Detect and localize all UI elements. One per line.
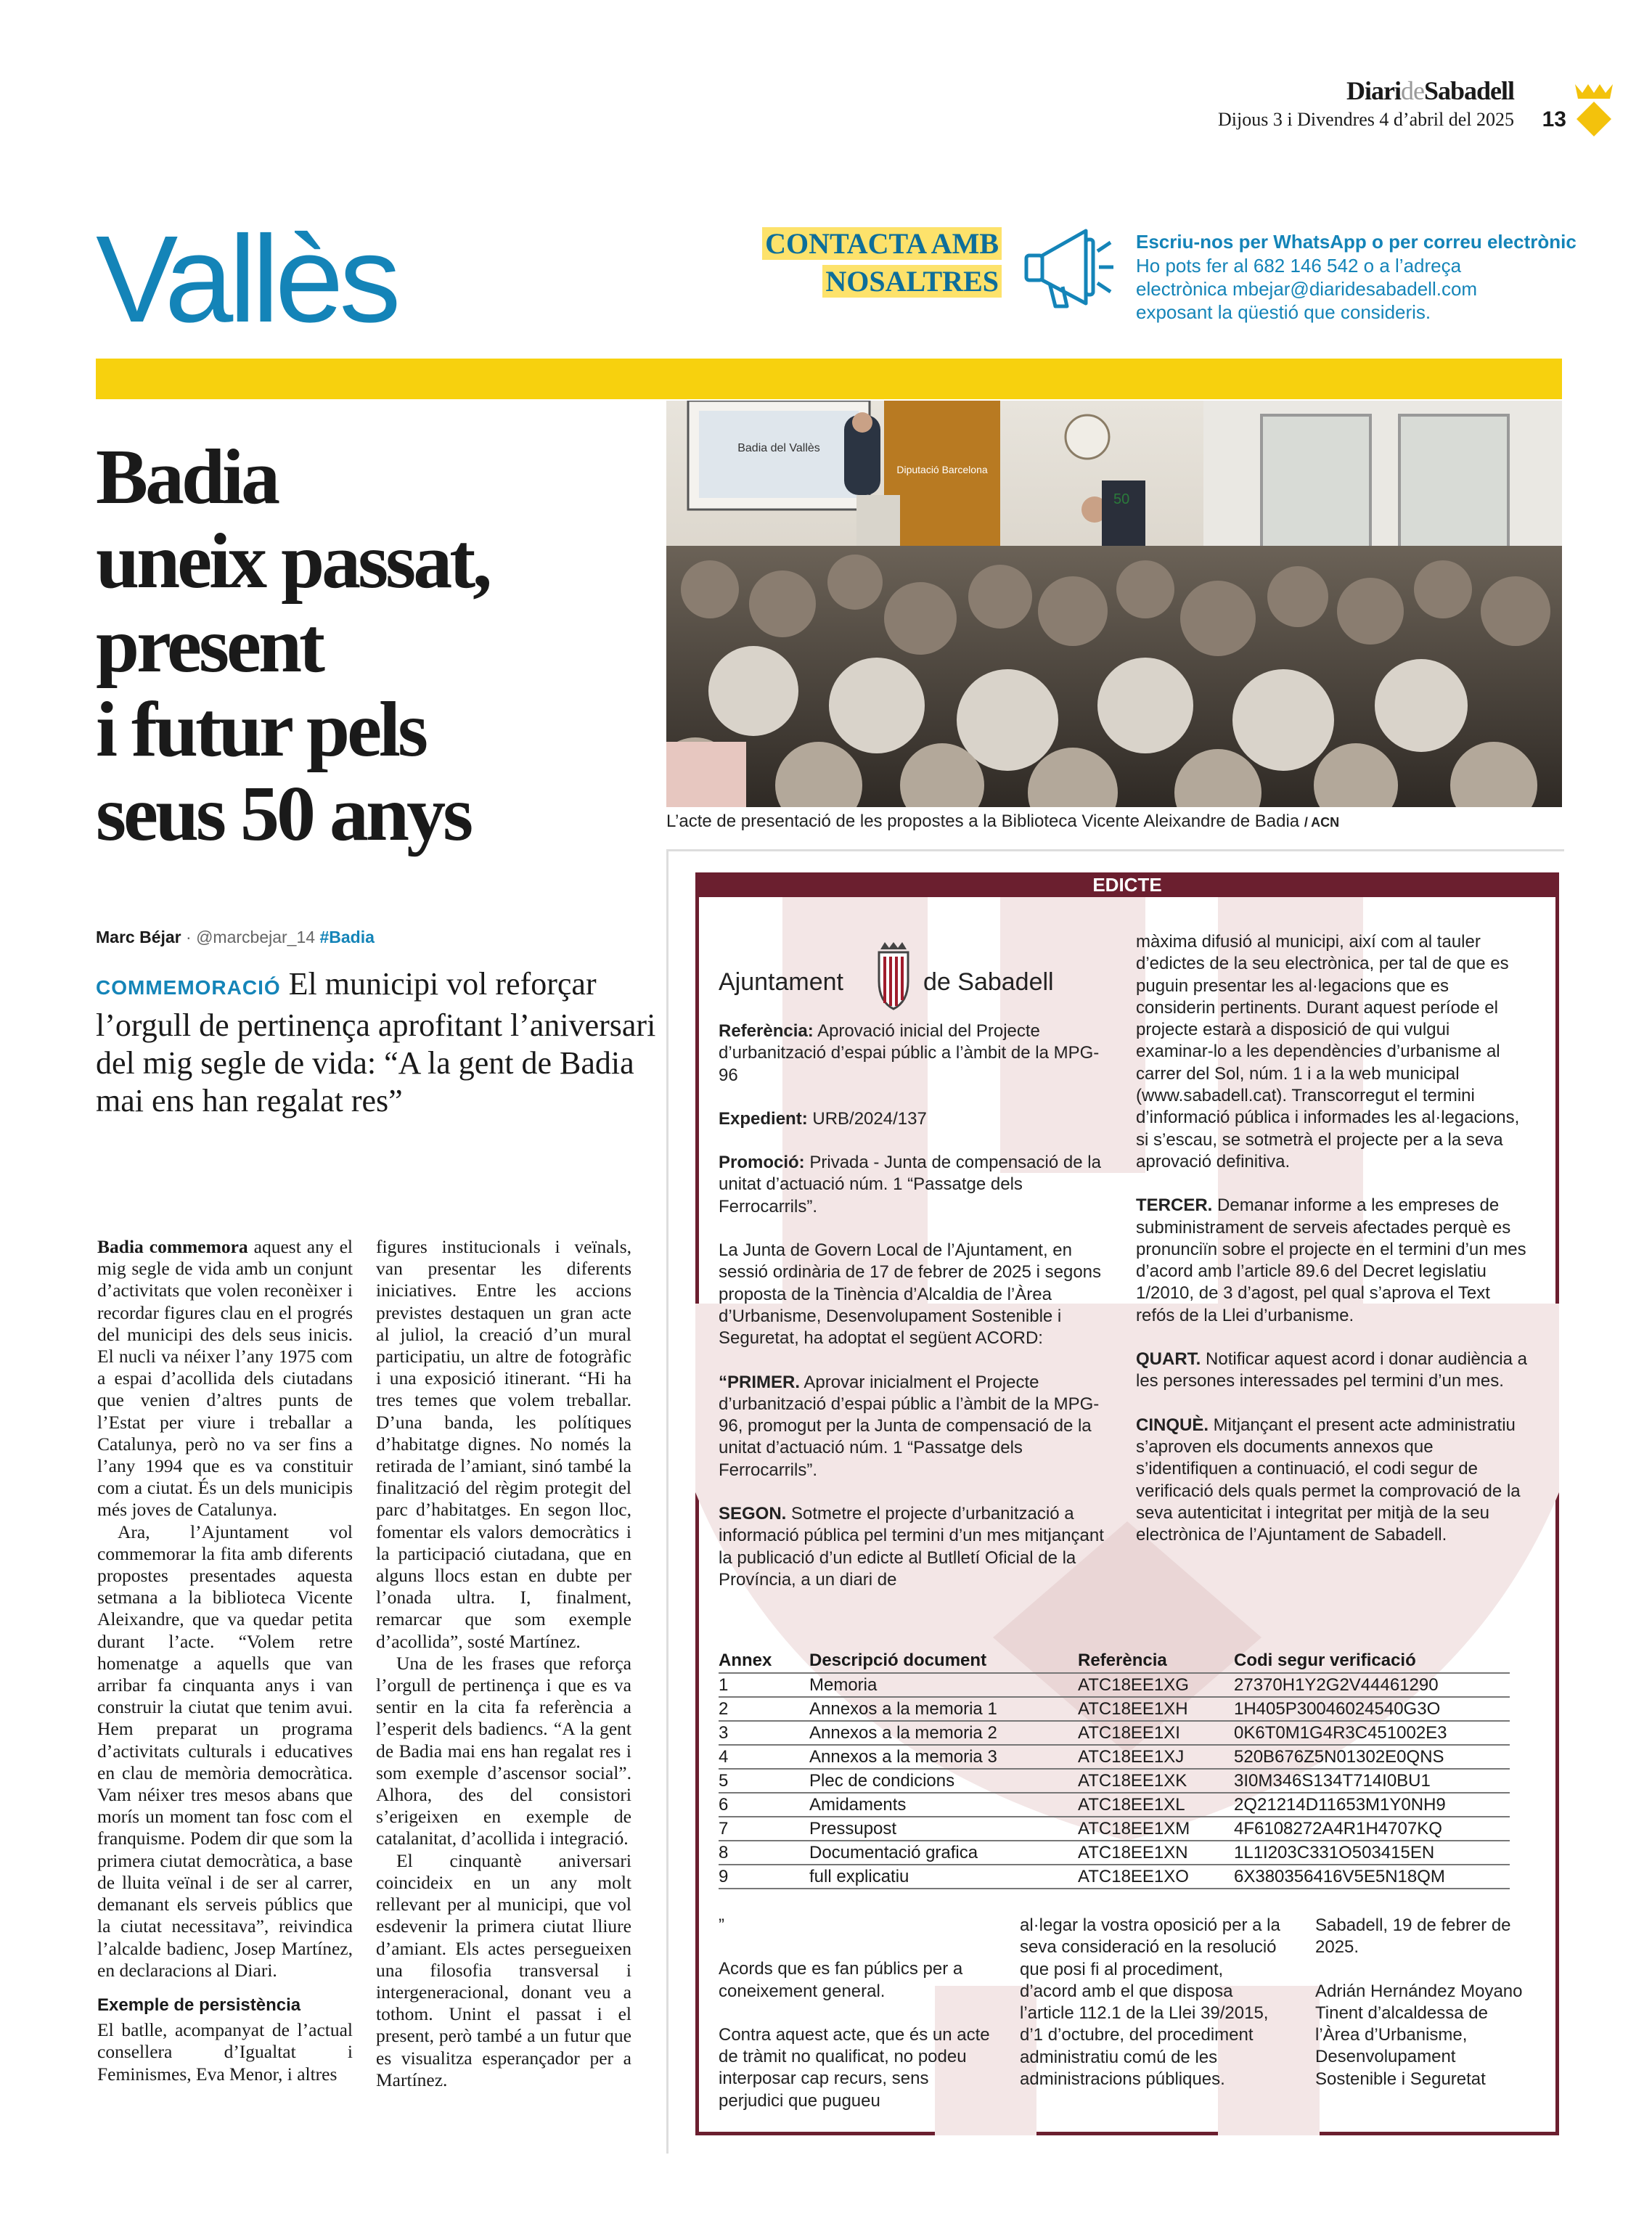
paragraph: Ara, l’Ajuntament vol commemorar la fita amb diferents propostes presentades aquesta setmana a la biblioteca Vicente Aleixandre, que va quedar petita durant l’acte. “Volem retre homenatge a aquells que van arribar fa cinquanta anys i van construir la ciutat que tenim avui. Hem preparat un programa d’activitats culturals i educatives en clau de memòria democràtica. Vam néixer tres mesos abans que morís un moment tan fosc com el franquisme. Podem dir que som la primera ciutat democràtica, a base de lluita veïnal i de ser al carrer, demanant els serveis públics que la ciutat necessitava”, reivindica l’alcalde badienc, Josep Martínez, en declaracions al Diari. [97,1521,353,1981]
contact-line: Ho pots fer al 682 146 542 o a l’adreça [1136,255,1462,277]
verification-code: 6X380356416V5E5N18QM [1234,1865,1510,1889]
reference-code: ATC18EE1XL [1078,1793,1234,1817]
sabadell-crest-icon [879,942,908,1009]
clause-label: CINQUÈ. [1136,1415,1209,1435]
headline-line: Badia [96,434,278,520]
page-number: 13 [1542,107,1566,131]
annex-number: 1 [719,1673,809,1697]
verification-code: 520B676Z5N01302E0QNS [1234,1745,1510,1769]
field-value: URB/2024/137 [807,1108,927,1129]
table-row [719,1721,1510,1745]
headline-line: uneix passat, [96,518,490,605]
edict-quart [1136,1349,1532,1393]
byline [96,928,375,947]
contact-body [1136,254,1542,324]
byline-handle[interactable]: @marcbejar_14 [196,928,316,946]
table-row [719,1841,1510,1865]
photo-caption [666,811,1339,832]
reference-code: ATC18EE1XH [1078,1697,1234,1721]
field-value: Privada - Junta de compensació de la unitat d’actuació núm. 1 “Passatge dels Ferrocarrils”. [719,1153,1101,1216]
clause-text: Demanar informe a les empreses de subministrament de serveis afectades perquè es pronunciïn sobre el projecte en el termini d’un mes d’acord amb l’article 89.6 del Decret legislatiu 1/2010, de 3 d’agost, pel qual s’aprova el Text refós de la Llei d’urbanisme. [1136,1195,1526,1325]
document-description: full explicatiu [809,1865,1078,1889]
paragraph-text: aquest any el mig segle de vida amb un conjunt d’activitats que volen reconèixer i recordar figures clau en el progrés del municipi des dels seus inicis. El nucli va néixer l’any 1975 com a espai d’acollida dels ciutadans que venien d’altres punts de l’Estat per viure i treballar a Catalunya, però no va ser fins a l’any 1994 que es va constituir com a ciutat. És un dels municipis més joves de Catalunya. [97,1236,353,1521]
document-description: Memoria [809,1673,1078,1697]
clause-text: Notificar aquest acord i donar audiència a les persones interessades pel termini d’un mes. [1136,1349,1527,1391]
annex-number: 9 [719,1865,809,1889]
table-row [719,1769,1510,1793]
standfirst [96,965,662,1120]
issue-date: Dijous 3 i Divendres 4 d’abril del 2025 [1218,109,1514,130]
field-label: Promoció: [719,1153,805,1173]
edict-footer-col-3 [1315,1915,1533,2090]
contact-heading: Escriu-nos per WhatsApp o per correu electrònic [1136,231,1577,253]
verification-code: 4F6108272A4R1H4707KQ [1234,1817,1510,1841]
masthead-de: de [1400,76,1424,105]
annex-number: 3 [719,1721,809,1745]
reference-code: ATC18EE1XM [1078,1817,1234,1841]
headline-line: i futur pels [96,687,426,773]
article-column-1 [97,1236,353,2085]
edict-primer [719,1372,1111,1481]
footer-line [719,1936,994,1958]
logo-text-sabadell: de Sabadell [923,968,1054,996]
masthead-diari: Diari [1346,76,1401,105]
spacer [1315,1959,1533,1981]
masthead-sabadell: Sabadell [1423,76,1514,105]
reference-code: ATC18EE1XG [1078,1673,1234,1697]
edict-column-1 [719,1021,1111,1613]
reference-code: ATC18EE1XN [1078,1841,1234,1865]
annex-number: 7 [719,1817,809,1841]
edict-paragraph: màxima difusió al municipi, així com al tauler d’edictes de la seu electrònica, per tal de que es puguin presentar les al·legacions que es considerin pertinents. Durant aquest període el projecte estarà a disposició de qui vulgui examinar-lo a les dependències d’urbanisme al carrer del Sol, núm. 1 i a la web municipal (www.sabadell.cat). Transcorregut el termini d’informació pública i informades les al·legacions, si s’escau, se sotmetrà el projecte per a la seva aprovació definitiva. [1136,932,1520,1171]
document-description: Annexos a la memoria 3 [809,1745,1078,1769]
column-header: Annex [719,1651,772,1670]
edict-column-2 [1136,931,1532,1568]
article-headline [96,435,647,856]
verification-code: 0K6T0M1G4R3C451002E3 [1234,1721,1510,1745]
verification-code: 1L1I203C331O503415EN [1234,1841,1510,1865]
annex-number: 8 [719,1841,809,1865]
signatory-role: Tinent d’alcaldessa de l’Àrea d’Urbanisme, Desenvolupament Sostenible i Seguretat [1315,2003,1488,2089]
clause-label: TERCER. [1136,1195,1213,1216]
clause-text: Sotmetre el projecte d’urbanització a informació pública pel termini d’un mes mitjançant la publicació d’un edicte al Butlletí Oficial de la Província, a un diari de [719,1504,1104,1590]
verification-code: 2Q21214D11653M1Y0NH9 [1234,1793,1510,1817]
signature-date: Sabadell, 19 de febrer de 2025. [1315,1915,1511,1958]
paragraph [97,1236,353,1521]
yellow-divider-bar [96,359,1562,399]
table-header-row [719,1649,1510,1673]
edict-segon [719,1503,1111,1591]
edict-promotion [719,1152,1111,1218]
clause-label: “PRIMER. [719,1372,801,1392]
reference-code: ATC18EE1XJ [1078,1745,1234,1769]
annex-number: 6 [719,1793,809,1817]
footer-line: Acords que es fan públics per a coneixement general. [719,1959,963,2001]
megaphone-icon [1016,218,1118,312]
contact-line: electrònica mbejar@diaridesabadell.com [1136,278,1478,300]
edict-cinque [1136,1415,1532,1547]
reference-code: ATC18EE1XK [1078,1769,1234,1793]
edict-footer-col-2: al·legar la vostra oposició per a la seva consideració en la resolució que posi fi al procediment, d’acord amb el que disposa l’article 112.1 de la Llei 39/2015, d’1 d’octubre, del procediment administratiu comú de les administracions públiques. [1020,1915,1280,2090]
contact-title-line1: CONTACTA AMB [762,227,1002,260]
table-row [719,1817,1510,1841]
footer-line: Contra aquest acte, que és un acte de tràmit no qualificat, no podeu interposar cap recurs, sens perjudici que pugueu [719,2024,990,2111]
table-row [719,1673,1510,1697]
photo-credit: / ACN [1304,815,1340,830]
headline-line: present [96,602,322,689]
table-row [719,1745,1510,1769]
byline-separator: · [186,928,192,946]
verification-code: 3I0M346S134T714I0BU1 [1234,1769,1510,1793]
kicker: COMMEMORACIÓ [96,976,281,999]
standfirst-text: El municipi vol reforçar l’orgull de pertinença aprofitant l’aniversari del mig segle de vida: “A la gent de Badia mai ens han regalat res” [96,966,656,1118]
table-row [719,1793,1510,1817]
reference-code: ATC18EE1XI [1078,1721,1234,1745]
photo-screen-text: Badia del Vallès [737,442,820,454]
article-column-2 [376,1236,631,2091]
subheading: Exemple de persistència [97,1995,301,2015]
contact-title-line2: NOSALTRES [822,265,1002,298]
reference-code: ATC18EE1XO [1078,1865,1234,1889]
table-row [719,1697,1510,1721]
table-row [719,1865,1510,1889]
edict-reference [719,1021,1111,1087]
event-photo [666,401,1562,807]
document-description: Documentació grafica [809,1841,1078,1865]
lead-in: Badia commemora [97,1236,248,1257]
clause-label: QUART. [1136,1349,1201,1370]
document-description: Plec de condicions [809,1769,1078,1793]
photo-banner-text: Diputació Barcelona [896,464,988,475]
edict-expedient [719,1108,1111,1130]
byline-author: Marc Béjar [96,928,181,946]
clause-label: SEGON. [719,1504,787,1524]
verification-code: 1H405P30046024540G3O [1234,1697,1510,1721]
edict-label: EDICTE [695,872,1559,897]
paragraph: Una de les frases que reforça l’orgull de pertinença i que es va sentir en la cita fa referència a l’esperit dels badiencs. “A la gent de Badia mai ens han regalat res i som exemple d’ascensor social”. Alhora, des del consistori s’erigeixen en exemple de catalanitat, d’acollida i integració. [376,1652,631,1849]
contact-title [740,225,1002,300]
field-label: Expedient: [719,1108,808,1129]
annex-table-body [719,1673,1510,1889]
document-description: Pressupost [809,1817,1078,1841]
paragraph: figures institucionals i veïnals, van presentar les diferents iniciatives. Entre les accions previstes destaquen un gran acte al juliol, la creació d’un mural participatiu, un altre de fotogràfic i una exposició itinerant. “Hi ha tres temes que volem treballar. D’una banda, les polítiques d’habitatge dignes. No només la retirada de l’amiant, sinó també la finalització del règim protegit del parc d’habitatges. En segon lloc, fomentar els valors democràtics i la participació ciutadana, que en alguns llocs estan en dubte per l’onada ultra. I, finalment, remarcar que som exemple d’acollida”, sosté Martínez. [376,1236,631,1652]
document-description: Annexos a la memoria 1 [809,1697,1078,1721]
logo-text-ajuntament: Ajuntament [719,968,843,996]
annex-number: 5 [719,1769,809,1793]
masthead [1346,75,1514,106]
headline-line: seus 50 anys [96,771,471,857]
caption-text: L’acte de presentació de les propostes a la Biblioteca Vicente Aleixandre de Badia [666,811,1300,831]
field-value: Aprovació inicial del Projecte d’urbanització d’espai públic a l’àmbit de la MPG-96 [719,1021,1100,1085]
byline-hashtag[interactable]: #Badia [319,928,375,946]
annex-number: 2 [719,1697,809,1721]
annex-number: 4 [719,1745,809,1769]
column-header: Codi segur verificació [1234,1651,1416,1670]
paragraph: El cinquantè aniversari coincideix en un any molt rellevant per al municipi, que vol esdevenir la primera ciutat lliure d’amiant. Els actes persegueixen una filosofia transversal i intergeneracional, donant veu a tothom. Unint el passat i el present, però també a un futur que es visualitza esperançador per a Martínez. [376,1849,631,2090]
annex-table [719,1649,1510,1889]
clause-text: Aprovar inicialment el Projecte d’urbanització d’espai públic a l’àmbit de la MPG-96, promogut per la Junta de compensació de la unitat d’actuació núm. 1 “Passatge dels Ferrocarrils”. [719,1372,1100,1480]
paragraph: El batlle, acompanyat de l’actual consellera d’Igualtat i Feminismes, Eva Menor, i altres [97,2019,353,2085]
column-header: Referència [1078,1651,1167,1670]
photo-badge: 50 [1113,491,1130,507]
footer-line: ” [719,1915,724,1935]
ajuntament-logo [719,936,1096,1016]
edict-tercer [1136,1195,1532,1327]
document-description: Annexos a la memoria 2 [809,1721,1078,1745]
edict-paragraph: La Junta de Govern Local de l’Ajuntament, en sessió ordinària de 17 de febrer de 2025 i segons proposta de la Tinència d’Alcaldia de l’Àrea d’Urbanisme, Desenvolupament Sostenible i Seguretat, ha adoptat el següent ACORD: [719,1240,1102,1349]
column-header: Descripció document [809,1651,987,1670]
footer-line [719,2003,994,2024]
section-title: Vallès [96,210,397,348]
field-label: Referència: [719,1021,814,1041]
edict-footer-col-1 [719,1915,994,2112]
clause-text: Mitjançant el present acte administratiu s’aproven els documents annexos que s’identifiquen a continuació, el codi segur de verificació dels quals permet la comprovació de la seva autenticitat i integritat per mitjà de la seu electrònica de l’Ajuntament de Sabadell. [1136,1415,1521,1545]
signatory-name: Adrián Hernández Moyano [1315,1981,1523,2001]
crown-diamond-icon [1572,80,1616,138]
document-description: Amidaments [809,1793,1078,1817]
contact-line: exposant la qüestió que consideris. [1136,301,1431,323]
verification-code: 27370H1Y2G2V44461290 [1234,1673,1510,1697]
